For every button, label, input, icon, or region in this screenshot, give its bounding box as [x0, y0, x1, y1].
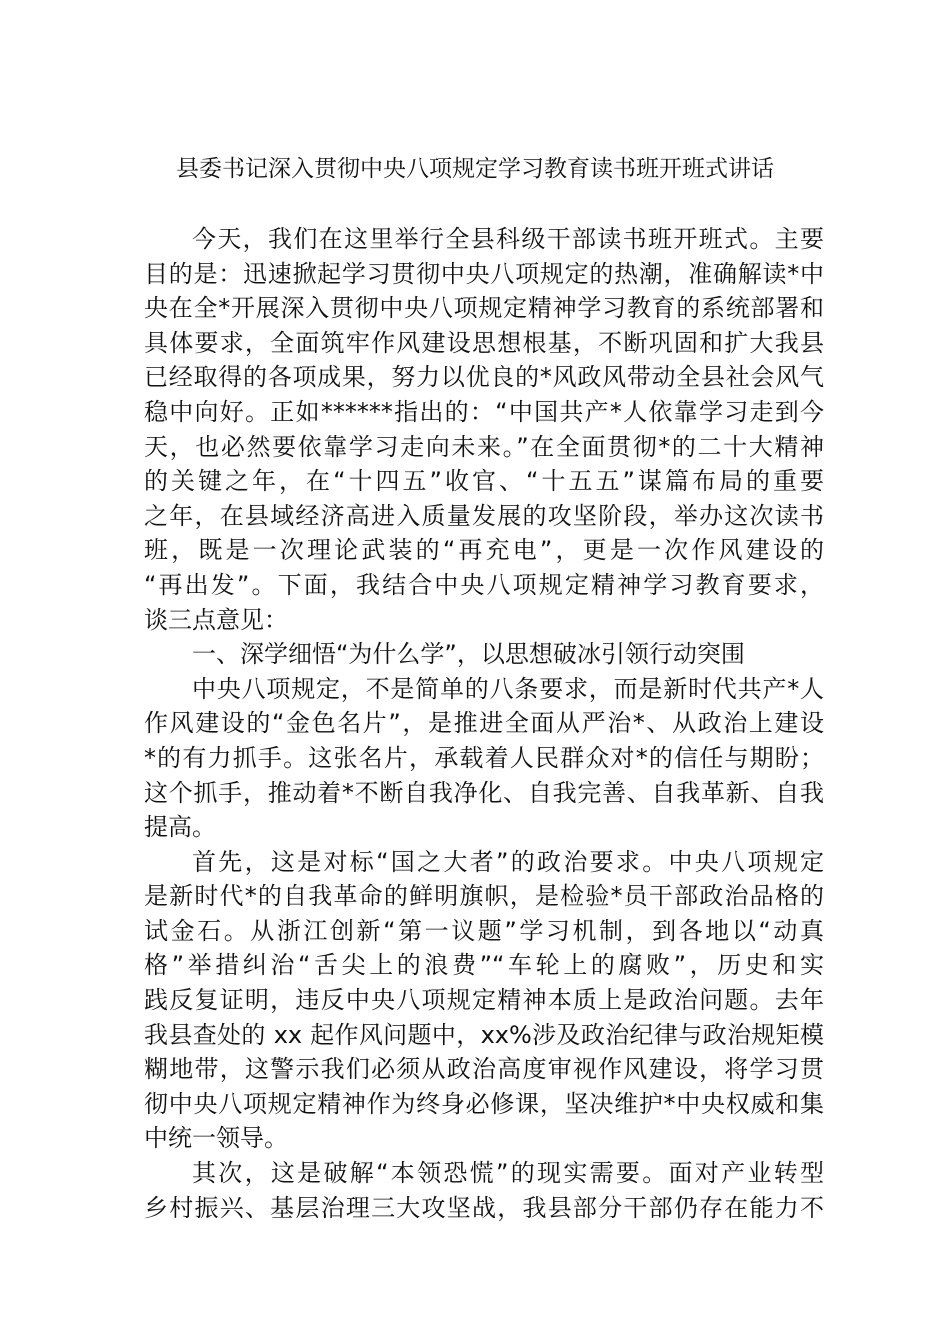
text-line: 天，也必然要依靠学习走向未来。”在全面贯彻*的二十大精神: [144, 432, 824, 461]
text-line: 已经取得的各项成果，努力以优良的*风政风带动全县社会风气: [144, 363, 824, 392]
text-line: 糊地带，这警示我们必须从政治高度审视作风建设，将学习贯: [144, 1055, 824, 1084]
text-line: 这个抓手，推动着*不断自我净化、自我完善、自我革新、自我: [144, 778, 824, 807]
document-body: [144, 222, 824, 1225]
text-line: 是新时代*的自我革命的鲜明旗帜，是检验*员干部政治品格的: [144, 882, 824, 911]
document-title: 县委书记深入贯彻中央八项规定学习教育读书班开班式讲话: [176, 156, 774, 182]
text-line: 今天，我们在这里举行全县科级干部读书班开班式。主要: [192, 225, 824, 253]
text-line: 提高。: [144, 813, 216, 842]
text-line: 谈三点意见：: [144, 605, 288, 634]
text-line: 首先，这是对标“国之大者”的政治要求。中央八项规定: [192, 847, 824, 876]
text-line: 中统一领导。: [144, 1124, 288, 1153]
text-line: 央在全*开展深入贯彻中央八项规定精神学习教育的系统部署和: [144, 294, 824, 323]
text-line: 我县查处的 xx 起作风问题中，xx%涉及政治纪律与政治规矩模: [144, 1020, 824, 1049]
text-line: 作风建设的“金色名片”，是推进全面从严治*、从政治上建设: [144, 709, 824, 738]
text-line: 之年，在县域经济高进入质量发展的攻坚阶段，举办这次读书: [144, 501, 824, 530]
text-line: 其次，这是破解“本领恐慌”的现实需要。面对产业转型: [192, 1159, 824, 1188]
text-line: 稳中向好。正如******指出的：“中国共产*人依靠学习走到今: [144, 397, 824, 426]
text-line: 目的是：迅速掀起学习贯彻中央八项规定的热潮，准确解读*中: [144, 259, 824, 288]
text-line: 格”举措纠治“舌尖上的浪费”“车轮上的腐败”，历史和实: [144, 951, 824, 980]
text-line: 乡村振兴、基层治理三大攻坚战，我县部分干部仍存在能力不: [144, 1193, 824, 1222]
text-line: 具体要求，全面筑牢作风建设思想根基，不断巩固和扩大我县: [144, 328, 824, 357]
text-line: 践反复证明，违反中央八项规定精神本质上是政治问题。去年: [144, 986, 824, 1015]
text-line: 一、深学细悟“为什么学”，以思想破冰引领行动突围: [192, 640, 745, 669]
text-line: 班，既是一次理论武装的“再充电”，更是一次作风建设的: [144, 536, 824, 565]
text-line: 中央八项规定，不是简单的八条要求，而是新时代共产*人: [192, 674, 824, 703]
text-line: *的有力抓手。这张名片，承载着人民群众对*的信任与期盼；: [144, 743, 824, 772]
text-line: 的关键之年，在“十四五”收官、“十五五”谋篇布局的重要: [144, 467, 824, 496]
text-line: 试金石。从浙江创新“第一议题”学习机制，到各地以“动真: [144, 916, 824, 945]
text-line: “再出发”。下面，我结合中央八项规定精神学习教育要求，: [144, 570, 824, 599]
text-line: 彻中央八项规定精神作为终身必修课，坚决维护*中央权威和集: [144, 1089, 824, 1118]
